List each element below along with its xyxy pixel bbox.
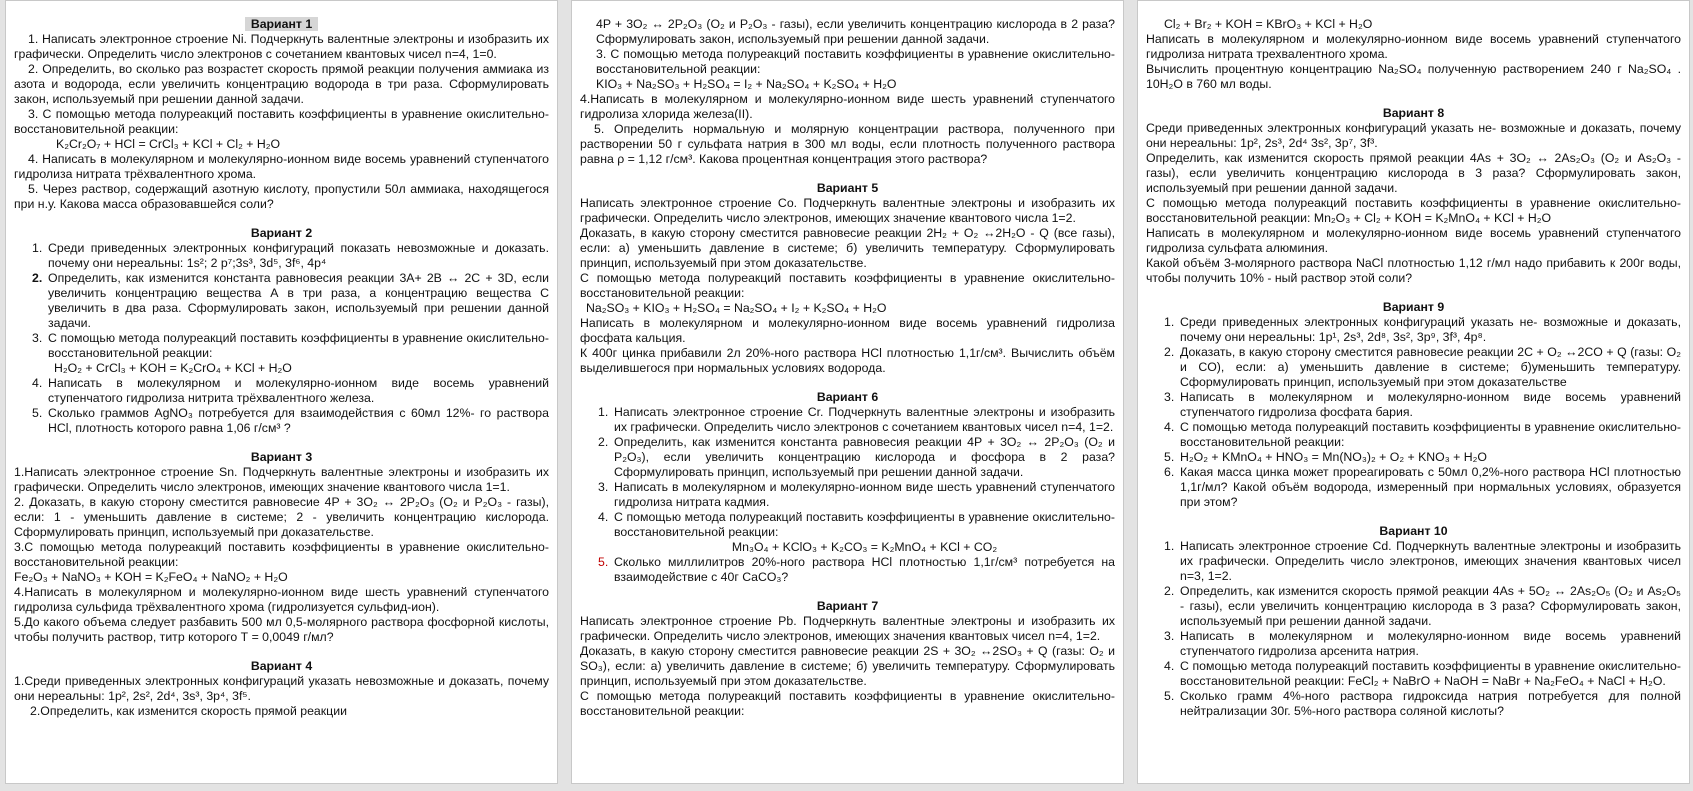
v1-task-4: 4. Написать в молекулярном и молекулярно-ионном виде восемь уравнений ступенчатого гидролиза нитрата трёхвалентного хрома. bbox=[14, 152, 549, 181]
list-item: 1. Написать электронное строение Cr. Подчеркнуть валентные электроны и изобразить их графически. Определить число электронов с сочетанием квантовых чисел n=4, 1=2. bbox=[598, 405, 1115, 434]
v4-task-1: 1.Среди приведенных электронных конфигураций указать невозможные и доказать, почему они нереальны: 1p², 2s², 2d⁴, 3s³, 3p⁴, 3f⁵. bbox=[14, 674, 549, 703]
v4-task-3: 3. С помощью метода полуреакций поставить коэффициенты в уравнение окислительно-восстановительной реакции: bbox=[596, 47, 1115, 76]
list-item: 2. Доказать, в какую сторону сместится равновесие реакции 2C + O₂ ↔2CO + Q (газы: O₂ и CO), если: а) уменьшить давление в системе; б)уменьшить температуру. Сформулировать принцип, используемый при этом доказательстве bbox=[1164, 345, 1681, 389]
list-item: 5. Сколько миллилитров 20%-ного раствора HCl плотностью 1,1г/см³ потребуется на взаимодействие с 40г CaCO₃? bbox=[598, 555, 1115, 584]
v7-task-2: Доказать, в какую сторону сместится равновесие реакции 2S + 3O₂ ↔2SO₃ + Q (газы: O₂ и SO₃), если: а) увеличить давление в системе; б) увеличить температуру. Сформулировать принцип, используемый при этом доказательстве. bbox=[580, 644, 1115, 688]
v8-task-4: Написать в молекулярном и молекулярно-ионном виде восемь уравнений ступенчатого гидролиза сульфата алюминия. bbox=[1146, 226, 1681, 255]
list-item: H₂O₂ + CrCl₃ + KOH = K₂CrO₄ + KCl + H₂O bbox=[54, 361, 292, 375]
v1-task-1: 1. Написать электронное строение Ni. Подчеркнуть валентные электроны и изобразить их графически. Определить число электронов с сочетанием квантовых чисел n=4, 1=0. bbox=[14, 32, 549, 61]
list-item: 1. Написать электронное строение Cd. Подчеркнуть валентные электроны и изобразить их графически. Определить число электронов, имеющих значения квантовых чисел n=3, 1=2. bbox=[1164, 539, 1681, 583]
list-item: 3. Написать в молекулярном и молекулярно-ионном виде шесть уравнений ступенчатого гидролиза нитрата кадмия. bbox=[598, 480, 1115, 509]
list-item: 4. С помощью метода полуреакций поставить коэффициенты в уравнение окислительно-восстановительной реакции: bbox=[1164, 420, 1681, 449]
variant-4-title: Вариант 4 bbox=[250, 659, 313, 673]
list-item: 2. Определить, как изменится константа равновесия реакции 3A+ 2B ↔ 2C + 3D, если увеличить концентрацию вещества А в три раза, а концентрацию вещества С увеличить в два раза. Сформулировать закон, используемый при решении данной задачи. bbox=[32, 271, 549, 330]
v4-task-5: 5. Определить нормальную и молярную концентрации раствора, полученного при растворении 50 г сульфата натрия в 300 мл воды, если плотность полученного раствора равна ρ = 1,12 г/см³. Какова процентная концентрация этого раствора? bbox=[580, 122, 1115, 166]
v7-task-3: С помощью метода полуреакций поставить коэффициенты в уравнение окислительно-восстановительной реакции: bbox=[580, 689, 1115, 718]
v1-task-3-equation: K₂Cr₂O₇ + HCl = CrCl₃ + KCl + Cl₂ + H₂O bbox=[56, 137, 281, 151]
list-item: 3. Написать в молекулярном и молекулярно-ионном виде восемь уравнений ступенчатого гидролиза фосфата бария. bbox=[1164, 390, 1681, 419]
v7-task-4: Написать в молекулярном и молекулярно-ионном виде восемь уравнений ступенчатого гидролиза нитрата трехвалентного хрома. bbox=[1146, 32, 1681, 61]
v5-task-5: К 400г цинка прибавили 2л 20%-ного раствора HCl плотностью 1,1г/см³. Вычислить объём выделившегося при нормальных условиях водорода. bbox=[580, 346, 1115, 375]
list-item: 6. Какая масса цинка может прореагировать с 50мл 0,2%-ного раствора HCl плотностью 1,1г/мл? Какой объём водорода, измеренный при нормальных условиях, образуется при этом? bbox=[1164, 465, 1681, 509]
variant-10-list bbox=[1146, 539, 1681, 719]
variant-7-title: Вариант 7 bbox=[816, 599, 879, 613]
list-item: 2. Определить, как изменится константа равновесия реакции 4P + 3O₂ ↔ 2P₂O₃ (O₂ и P₂O₃), если увеличить концентрацию кислорода и фосфора в 2 раза? Сформулировать принцип, используемый при решении данной задачи. bbox=[598, 435, 1115, 479]
v7-task-1: Написать электронное строение Pb. Подчеркнуть валентные электроны и изобразить их графически. Определить число электронов, имеющих значения квантовых чисел n=4, 1=2. bbox=[580, 614, 1115, 643]
variant-10-title: Вариант 10 bbox=[1379, 524, 1448, 538]
v7-task-5: Вычислить процентную концентрацию Na₂SO₄ полученную растворением 240 г Na₂SO₄ . 10H₂O в 760 мл воды. bbox=[1146, 62, 1681, 91]
v3-task-3-equation: Fe₂O₃ + NaNO₃ + KOH = K₂FeO₄ + NaNO₂ + H₂O bbox=[14, 570, 288, 584]
variant-3-title: Вариант 3 bbox=[250, 450, 313, 464]
variant-9-list bbox=[1146, 315, 1681, 510]
v8-task-5: Какой объём 3-молярного раствора NaCl плотностью 1,12 г/мл надо прибавить к 200г воды, чтобы получить 10% - ный раствор этой соли? bbox=[1146, 256, 1681, 285]
v3-task-3: 3.С помощью метода полуреакций поставить коэффициенты в уравнение окислительно-восстановительной реакции: bbox=[14, 540, 549, 569]
variant-8-title: Вариант 8 bbox=[1382, 106, 1445, 120]
list-item: Mn₃O₄ + KClO₃ + K₂CO₃ = K₂MnO₄ + KCl + CO₂ bbox=[731, 540, 998, 554]
v3-task-4: 4.Написать в молекулярном и молекулярно-ионном виде шесть уравнений ступенчатого гидролиза сульфида трёхвалентного хрома (гидролизуется сульфид-ион). bbox=[14, 585, 549, 614]
v5-task-3: С помощью метода полуреакций поставить коэффициенты в уравнение окислительно-восстановительной реакции: bbox=[580, 271, 1115, 300]
list-item: 5. Сколько грамм 4%-ного раствора гидроксида натрия потребуется для полной нейтрализации 30г. 5%-ного раствора соляной кислоты? bbox=[1164, 689, 1681, 718]
list-item: 2. Определить, как изменится скорость прямой реакции 4As + 5O₂ ↔ 2As₂O₅ (O₂ и As₂O₅ - газы), если увеличить концентрацию кислорода в 3 раза? Сформулировать закон, используемый при решении данной задачи. bbox=[1164, 584, 1681, 628]
v8-task-3: С помощью метода полуреакций поставить коэффициенты в уравнение окислительно-восстановительной реакции: Mn₂O₃ + Cl₂ + KOH = K₂MnO₄ + KCl + H₂O bbox=[1146, 196, 1681, 225]
v3-task-5: 5.До какого объема следует разбавить 500 мл 0,5-молярного раствора фосфорной кислоты, чтобы получить раствор, титр которого Т = 0,0049 г/мл? bbox=[14, 615, 549, 644]
variant-1-title: Вариант 1 bbox=[14, 17, 549, 32]
variant-5-title: Вариант 5 bbox=[816, 181, 879, 195]
variant-2-title: Вариант 2 bbox=[250, 226, 313, 240]
v1-task-2: 2. Определить, во сколько раз возрастет скорость прямой реакции получения аммиака из азота и водорода, если увеличить концентрацию водорода в три раза. Сформулировать закон, используемый при решении данной задачи. bbox=[14, 62, 549, 106]
v4-task-3-equation: KIO₃ + Na₂SO₃ + H₂SO₄ = I₂ + Na₂SO₄ + K₂SO₄ + H₂O bbox=[596, 77, 897, 91]
variant-9-title: Вариант 9 bbox=[1382, 300, 1445, 314]
list-item: 4. С помощью метода полуреакций поставить коэффициенты в уравнение окислительно-восстановительной реакции: FeCl₂ + NaBrO + NaOH = NaBr + Na₂FeO₄ + NaCl + H₂O. bbox=[1164, 659, 1681, 688]
v4-task-2: 2.Определить, как изменится скорость прямой реакции bbox=[30, 704, 347, 718]
v4-task-4: 4.Написать в молекулярном и молекулярно-ионном виде шесть уравнений ступенчатого гидролиза хлорида железа(II). bbox=[580, 92, 1115, 121]
list-item: 3. Написать в молекулярном и молекулярно-ионном виде восемь уравнений ступенчатого гидролиза арсенита натрия. bbox=[1164, 629, 1681, 658]
list-item: 4. С помощью метода полуреакций поставить коэффициенты в уравнение окислительно-восстановительной реакции: bbox=[598, 510, 1115, 539]
list-item: 5. Сколько граммов AgNO₃ потребуется для взаимодействия с 60мл 12%- го раствора HCl, плотность которого равна 1,06 г/см³ ? bbox=[32, 406, 549, 435]
v8-task-1: Среди приведенных электронных конфигураций указать не- возможные и доказать, почему они нереальны: 1p², 2s³, 2d⁴ 3s², 3p⁷, 3f³. bbox=[1146, 121, 1681, 150]
list-item: 1. Среди приведенных электронных конфигураций указать не- возможные и доказать, почему они нереальны: 1p¹, 2s³, 2d⁸, 3s², 3p⁹, 3f³, 4p⁸. bbox=[1164, 315, 1681, 344]
v1-task-3: 3. С помощью метода полуреакций поставить коэффициенты в уравнение окислительно-восстановительной реакции: bbox=[14, 107, 549, 136]
document-page-3 bbox=[1137, 0, 1690, 784]
v3-task-1: 1.Написать электронное строение Sn. Подчеркнуть валентные электроны и изобразить их графически. Определить число электронов, имеющих значение квантового числа 1=1. bbox=[14, 465, 549, 494]
v4-task-2-continued: 4P + 3O₂ ↔ 2P₂O₃ (O₂ и P₂O₃ - газы), если увеличить концентрацию кислорода в 2 раза? Сформулировать закон, используемый при решении данной задачи. bbox=[596, 17, 1115, 46]
v5-task-2: Доказать, в какую сторону сместится равновесие реакции 2H₂ + O₂ ↔2H₂O - Q (все газы), если: а) уменьшить давление в системе; б) увеличить температуру. Сформулировать принцип, используемый при этом доказательстве. bbox=[580, 226, 1115, 270]
variant-2-list bbox=[14, 241, 549, 436]
v3-task-2: 2. Доказать, в какую сторону сместится равновесие 4P + 3O₂ ↔ 2P₂O₃ (O₂ и P₂O₃ - газы), если: 1 - уменьшить давление в системе; 2 - увеличить концентрацию кислорода. Сформулировать принцип, используемый при доказательстве. bbox=[14, 495, 549, 539]
v7-task-3-equation: Cl₂ + Br₂ + KOH = KBrO₃ + KCl + H₂O bbox=[1164, 17, 1373, 31]
v5-task-3-equation: Na₂SO₃ + KIO₃ + H₂SO₄ = Na₂SO₄ + I₂ + K₂SO₄ + H₂O bbox=[586, 301, 887, 315]
list-item: 3. С помощью метода полуреакций поставить коэффициенты в уравнение окислительно-восстановительной реакции: bbox=[32, 331, 549, 360]
document-page-1 bbox=[5, 0, 558, 784]
v8-task-2: Определить, как изменится скорость прямой реакции 4As + 3O₂ ↔ 2As₂O₃ (O₂ и As₂O₃ - газы), если увеличить концентрацию кислорода в 3 раза? Сформулировать закон, используемый при решении данной задачи. bbox=[1146, 151, 1681, 195]
v5-task-1: Написать электронное строение Co. Подчеркнуть валентные электроны и изобразить их графически. Определить число электронов, имеющих значение квантового числа 1=2. bbox=[580, 196, 1115, 225]
variant-6-list bbox=[580, 405, 1115, 585]
list-item: 5. H₂O₂ + KMnO₄ + HNO₃ = Mn(NO₃)₂ + O₂ + KNO₃ + H₂O bbox=[1164, 450, 1487, 464]
document-page-2 bbox=[571, 0, 1124, 784]
variant-6-title: Вариант 6 bbox=[816, 390, 879, 404]
list-item: 4. Написать в молекулярном и молекулярно-ионном виде восемь уравнений ступенчатого гидролиза нитрита трёхвалентного железа. bbox=[32, 376, 549, 405]
v5-task-4: Написать в молекулярном и молекулярно-ионном виде восемь уравнений гидролиза фосфата кальция. bbox=[580, 316, 1115, 345]
list-item: 1. Среди приведенных электронных конфигураций показать невозможные и доказать. почему они нереальны: 1s²; 2 p⁷;3s³, 3d⁵, 3f⁶, 4p⁴ bbox=[32, 241, 549, 270]
v1-task-5: 5. Через раствор, содержащий азотную кислоту, пропустили 50л аммиака, находящегося при н.у. Какова масса образовавшейся соли? bbox=[14, 182, 549, 211]
